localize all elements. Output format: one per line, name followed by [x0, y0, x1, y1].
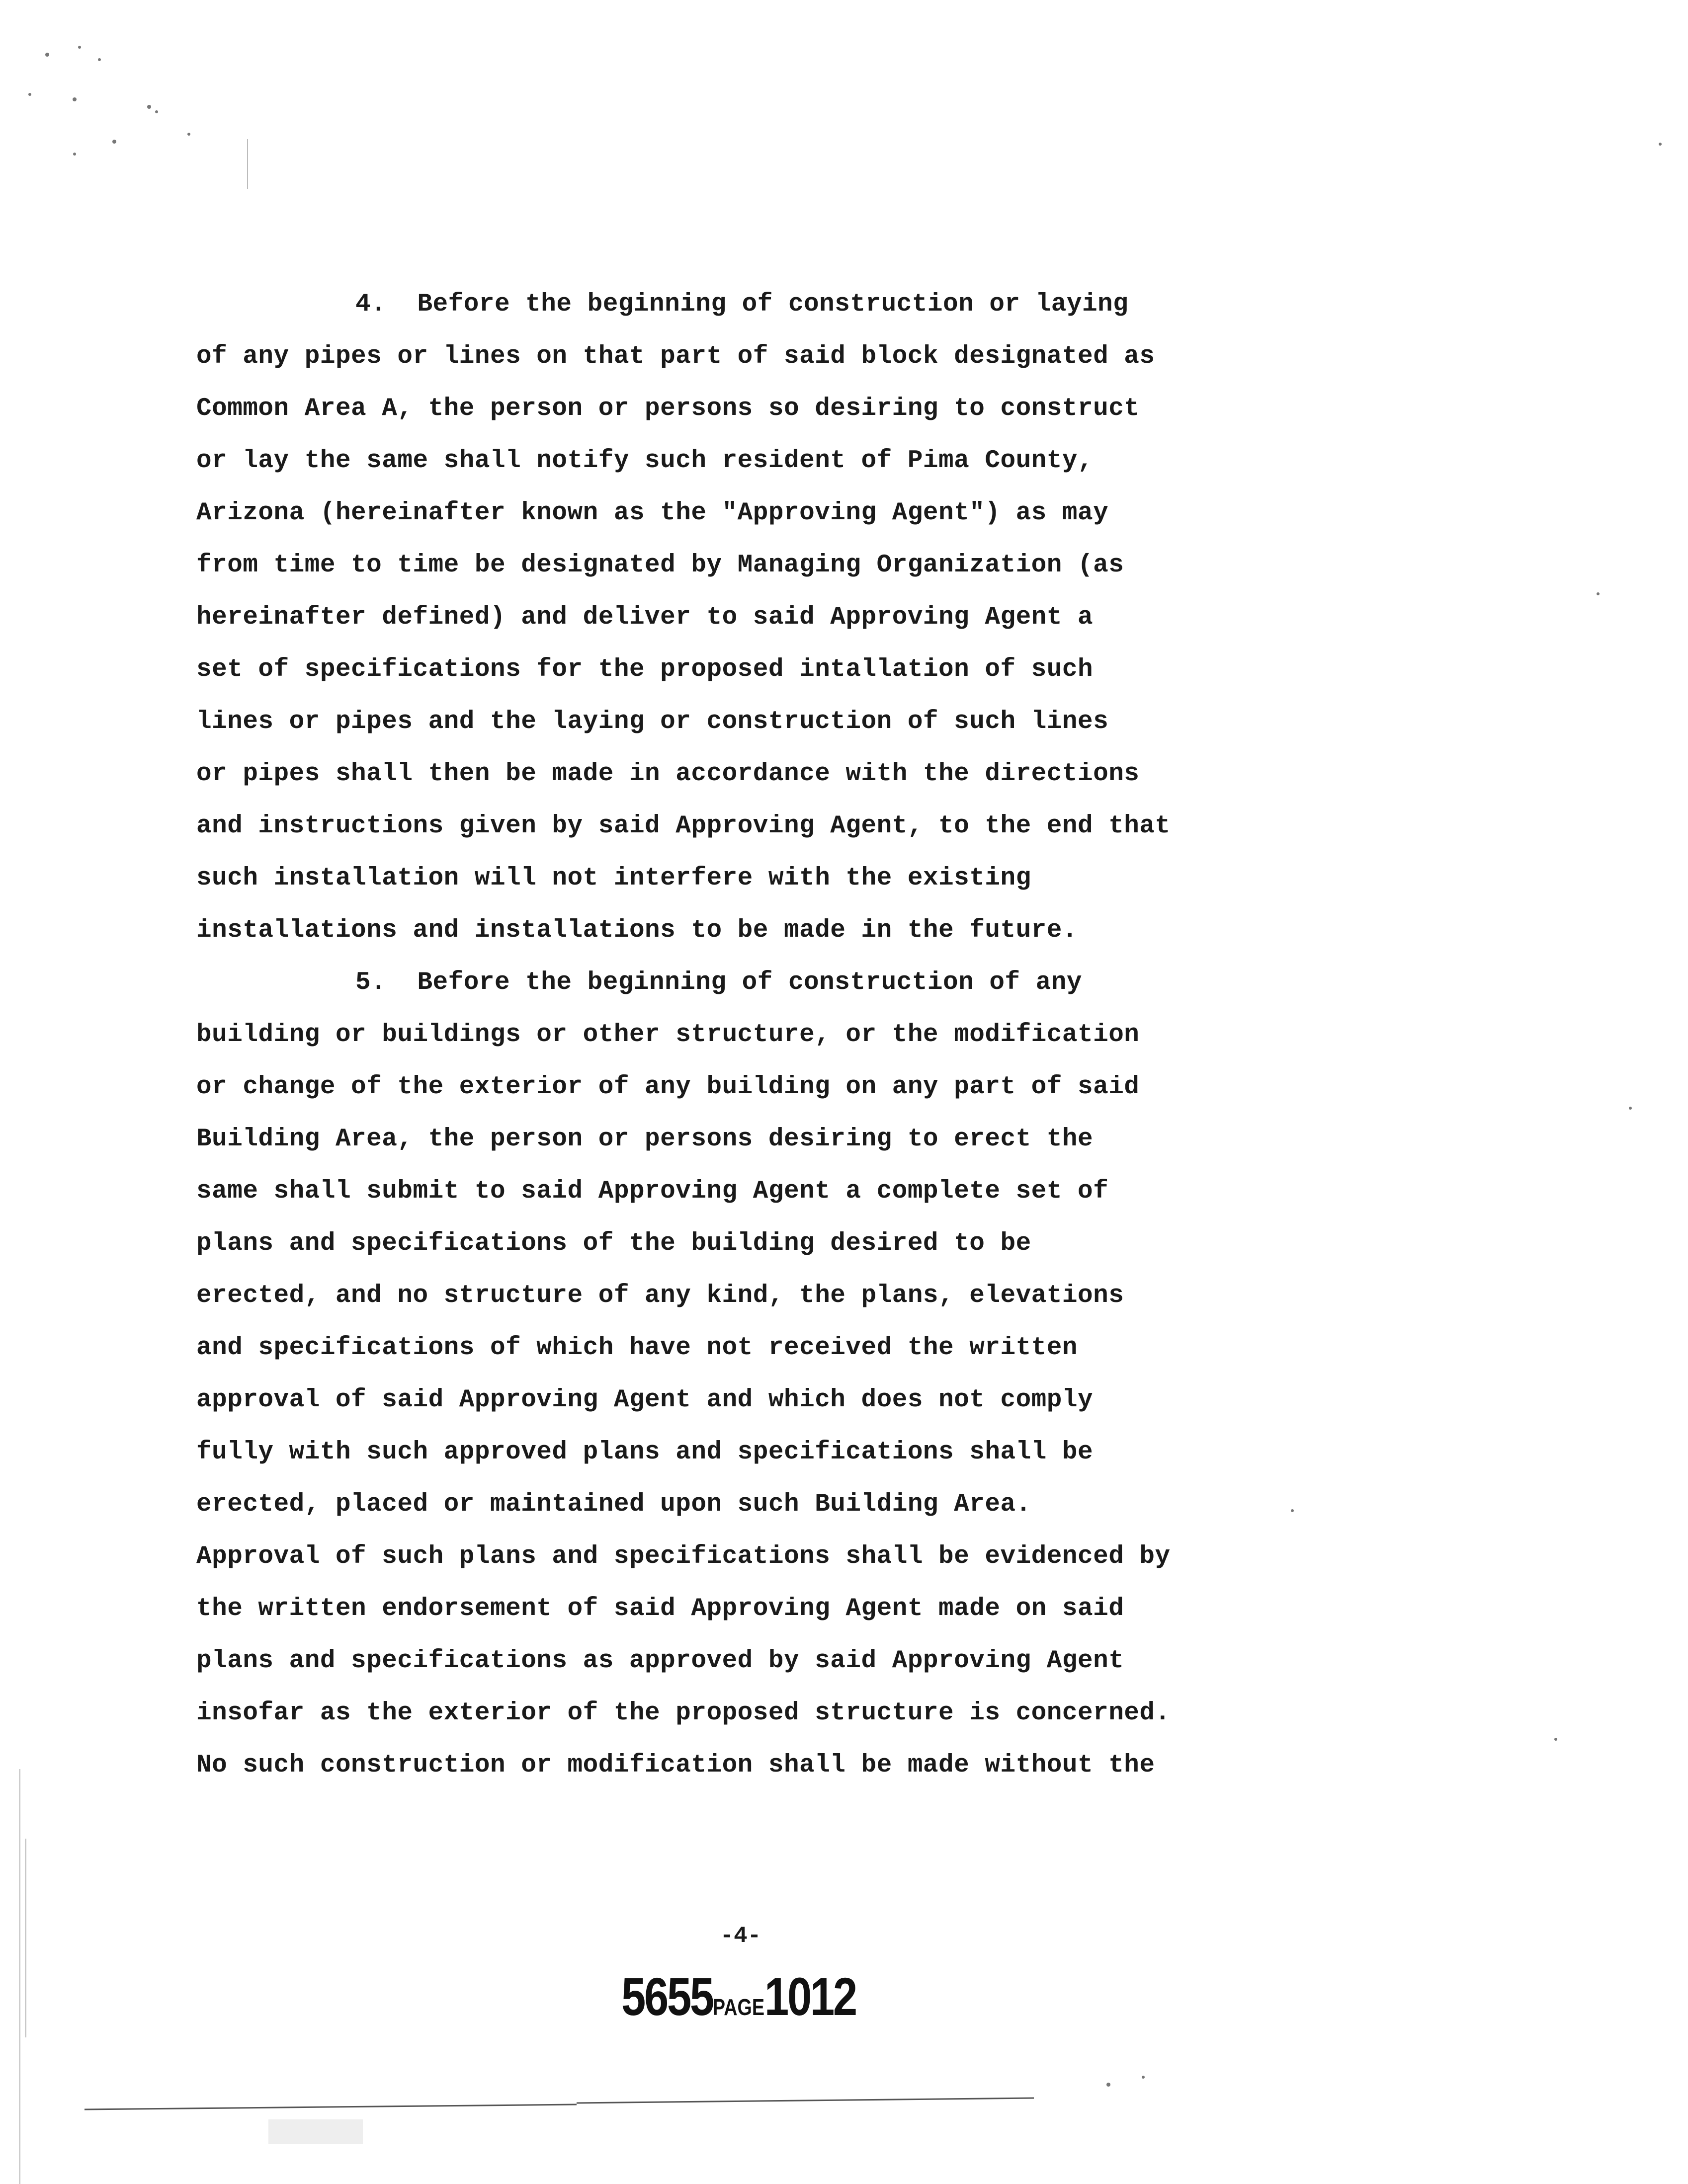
text-line: plans and specifications as approved by said Approving Agent: [196, 1647, 1124, 1675]
document-body: [196, 278, 1250, 1791]
text-line: erected, and no structure of any kind, the plans, elevations: [196, 1282, 1124, 1310]
text-line: or pipes shall then be made in accordance with the directions: [196, 760, 1140, 788]
text-line: fully with such approved plans and specifications shall be: [196, 1438, 1094, 1466]
record-page-number: 1012: [764, 1966, 856, 2026]
page-number: -4-: [720, 1923, 761, 1949]
paragraph-number: 5.: [355, 969, 387, 997]
text-line: insofar as the exterior of the proposed structure is concerned.: [196, 1699, 1171, 1727]
text-line: plans and specifications of the building desired to be: [196, 1229, 1031, 1258]
record-stamp: [621, 1965, 856, 2027]
text-line: or lay the same shall notify such resident of Pima County,: [196, 447, 1094, 475]
text-line: such installation will not interfere with the existing: [196, 864, 1031, 892]
record-page-word: PAGE: [712, 1994, 764, 2020]
text-line: or change of the exterior of any building on any part of said: [196, 1073, 1140, 1101]
text-line: Approval of such plans and specifications shall be evidenced by: [196, 1542, 1171, 1571]
text-line: from time to time be designated by Managing Organization (as: [196, 551, 1124, 579]
text-line: hereinafter defined) and deliver to said Approving Agent a: [196, 603, 1094, 632]
paragraph-4-first-line: [196, 278, 1250, 330]
text-line: erected, placed or maintained upon such Building Area.: [196, 1490, 1031, 1519]
text-line: Building Area, the person or persons desiring to erect the: [196, 1125, 1094, 1153]
text-line: same shall submit to said Approving Agent a complete set of: [196, 1177, 1109, 1206]
text-line: lines or pipes and the laying or construction of such lines: [196, 708, 1109, 736]
record-book-number: 5655: [621, 1966, 713, 2026]
text-line: and instructions given by said Approving Agent, to the end that: [196, 812, 1171, 840]
text-line: the written endorsement of said Approving Agent made on said: [196, 1595, 1124, 1623]
paragraph-5-first-line: [196, 957, 1250, 1009]
paragraph-number: 4.: [355, 290, 387, 319]
text-line: building or buildings or other structure, or the modification: [196, 1021, 1140, 1049]
text-line: and specifications of which have not received the written: [196, 1334, 1078, 1362]
text-line: Common Area A, the person or persons so desiring to construct: [196, 395, 1140, 423]
text-line: Before the beginning of construction of any: [417, 969, 1082, 997]
text-line: Arizona (hereinafter known as the "Approving Agent") as may: [196, 499, 1109, 527]
text-line: Before the beginning of construction or laying: [417, 290, 1129, 319]
text-line: of any pipes or lines on that part of said block designated as: [196, 342, 1155, 371]
text-line: set of specifications for the proposed intallation of such: [196, 655, 1094, 684]
text-line: approval of said Approving Agent and which does not comply: [196, 1386, 1094, 1414]
text-line: No such construction or modification shall be made without the: [196, 1751, 1155, 1780]
text-line: installations and installations to be made in the future.: [196, 916, 1078, 945]
